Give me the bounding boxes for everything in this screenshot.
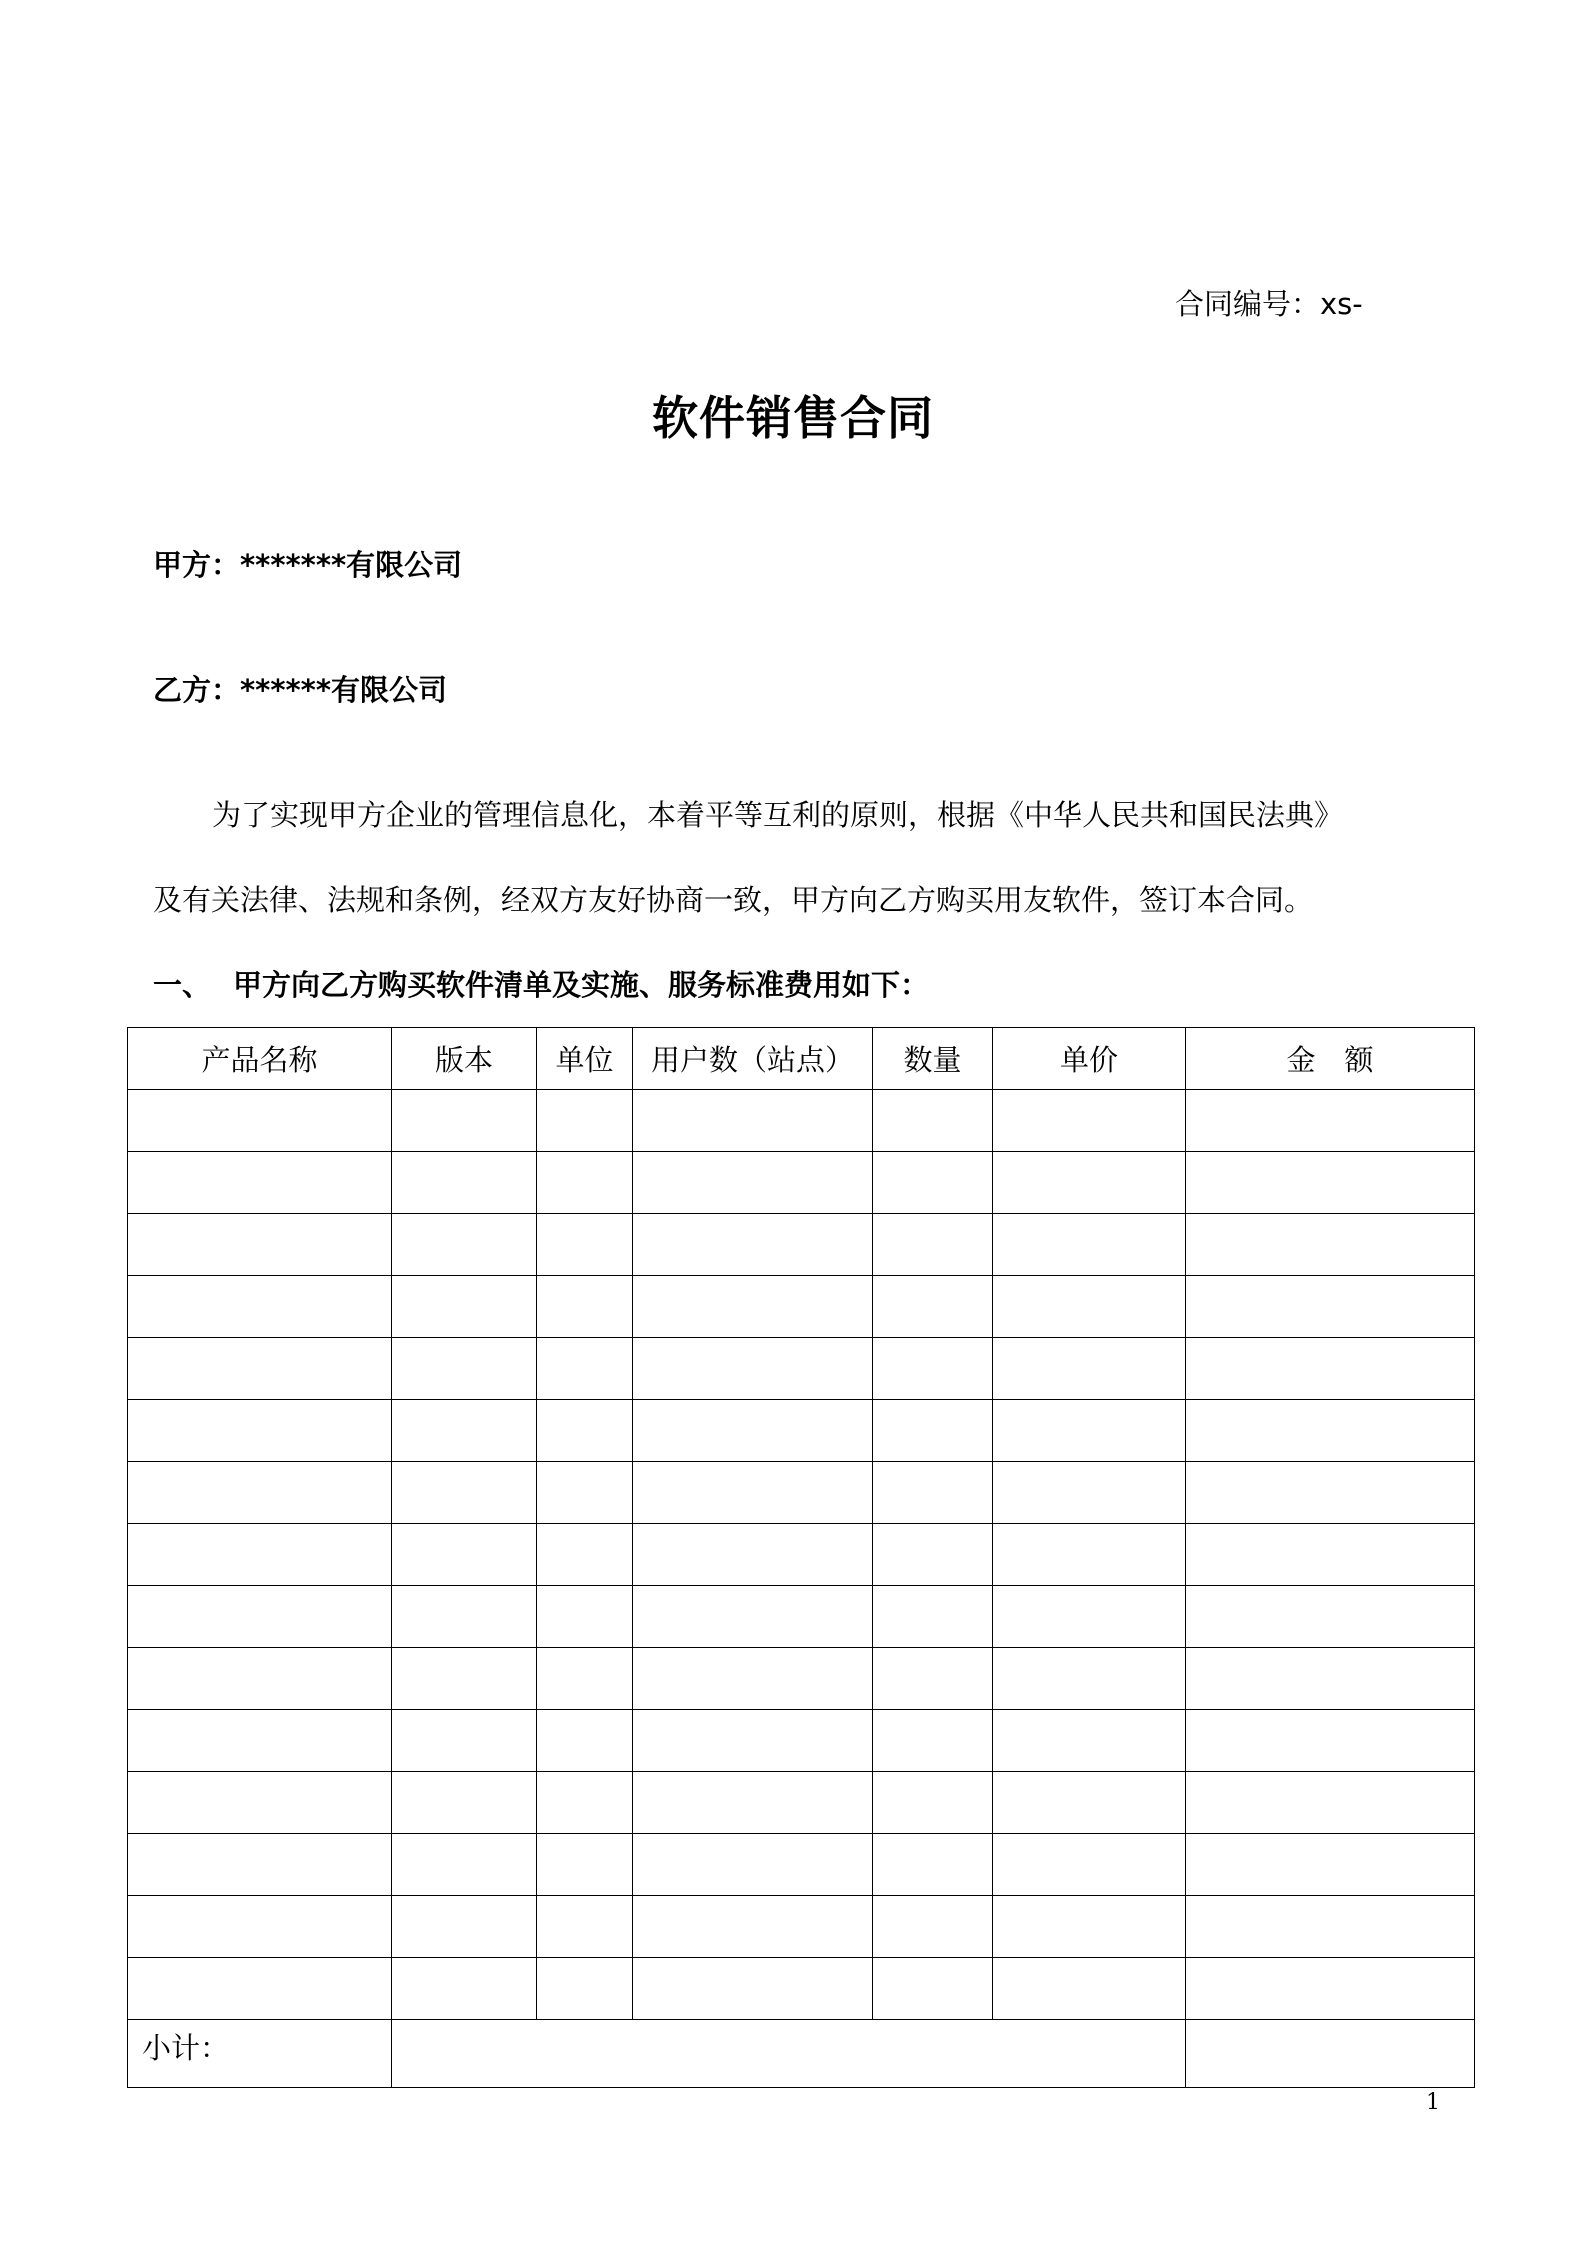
table-cell[interactable] [392, 1834, 537, 1896]
table-row [128, 1586, 1475, 1648]
table-cell[interactable] [993, 1214, 1186, 1276]
table-cell[interactable] [128, 1648, 392, 1710]
table-cell[interactable] [993, 1400, 1186, 1462]
subtotal-label: 小计： [128, 2020, 392, 2088]
table-cell[interactable] [993, 1586, 1186, 1648]
table-cell[interactable] [128, 1710, 392, 1772]
table-cell[interactable] [537, 1152, 633, 1214]
table-cell[interactable] [873, 1710, 993, 1772]
table-cell[interactable] [993, 1896, 1186, 1958]
section-number: 一、 [153, 968, 212, 1002]
table-cell[interactable] [128, 1896, 392, 1958]
table-cell[interactable] [993, 1276, 1186, 1338]
table-cell[interactable] [392, 1214, 537, 1276]
table-header-row [128, 1028, 1475, 1090]
section-title: 甲方向乙方购买软件清单及实施、服务标准费用如下： [233, 968, 930, 1002]
table-cell[interactable] [1186, 1524, 1475, 1586]
column-header: 金 额 [1186, 1028, 1475, 1090]
table-cell[interactable] [1186, 1400, 1475, 1462]
column-header: 产品名称 [128, 1028, 392, 1090]
table-cell[interactable] [633, 1462, 873, 1524]
table-cell[interactable] [1186, 1958, 1475, 2020]
column-header: 单位 [537, 1028, 633, 1090]
table-cell[interactable] [1186, 1586, 1475, 1648]
table-row [128, 1214, 1475, 1276]
table-cell[interactable] [993, 1772, 1186, 1834]
table-row [128, 1524, 1475, 1586]
intro-paragraph-line-2: 及有关法律、法规和条例，经双方友好协商一致，甲方向乙方购买用友软件，签订本合同。 [153, 883, 1314, 917]
table-cell[interactable] [537, 1710, 633, 1772]
table-cell[interactable] [392, 1586, 537, 1648]
table-cell[interactable] [633, 1710, 873, 1772]
table-cell[interactable] [537, 1276, 633, 1338]
table-cell[interactable] [633, 1772, 873, 1834]
table-row [128, 1834, 1475, 1896]
table-cell[interactable] [633, 1958, 873, 2020]
table-body [128, 1090, 1475, 2020]
table-cell[interactable] [537, 1524, 633, 1586]
table-cell[interactable] [633, 1648, 873, 1710]
table-cell[interactable] [1186, 1276, 1475, 1338]
table-cell[interactable] [537, 1834, 633, 1896]
table-cell[interactable] [537, 1400, 633, 1462]
table-row [128, 1958, 1475, 2020]
table-cell[interactable] [392, 1462, 537, 1524]
price-table [127, 1027, 1475, 2088]
table-cell[interactable] [392, 1772, 537, 1834]
table-cell[interactable] [633, 1524, 873, 1586]
table-row [128, 1276, 1475, 1338]
table-cell[interactable] [873, 1090, 993, 1152]
table-cell[interactable] [993, 1958, 1186, 2020]
table-cell[interactable] [1186, 1214, 1475, 1276]
table-cell[interactable] [633, 1090, 873, 1152]
table-row [128, 1400, 1475, 1462]
table-cell[interactable] [537, 1896, 633, 1958]
table-cell[interactable] [993, 1524, 1186, 1586]
table-cell[interactable] [633, 1338, 873, 1400]
table-cell[interactable] [392, 1276, 537, 1338]
table-cell[interactable] [873, 1648, 993, 1710]
table-cell[interactable] [537, 1586, 633, 1648]
column-header: 版本 [392, 1028, 537, 1090]
subtotal-amount-cell[interactable] [1186, 2020, 1475, 2088]
table-cell[interactable] [633, 1152, 873, 1214]
table-cell[interactable] [392, 1958, 537, 2020]
table-cell[interactable] [537, 1462, 633, 1524]
table-cell[interactable] [537, 1772, 633, 1834]
table-cell[interactable] [537, 1214, 633, 1276]
table-cell[interactable] [128, 1586, 392, 1648]
table-cell[interactable] [993, 1338, 1186, 1400]
table-cell[interactable] [873, 1586, 993, 1648]
table-cell[interactable] [392, 1896, 537, 1958]
table-cell[interactable] [1186, 1710, 1475, 1772]
table-cell[interactable] [392, 1338, 537, 1400]
table-cell[interactable] [873, 1338, 993, 1400]
column-header: 单价 [993, 1028, 1186, 1090]
table-cell[interactable] [128, 1524, 392, 1586]
table-cell[interactable] [128, 1276, 392, 1338]
table-cell[interactable] [633, 1896, 873, 1958]
table-cell[interactable] [1186, 1152, 1475, 1214]
table-cell[interactable] [537, 1648, 633, 1710]
table-cell[interactable] [633, 1400, 873, 1462]
table-row [128, 1462, 1475, 1524]
table-cell[interactable] [128, 1400, 392, 1462]
table-cell[interactable] [1186, 1834, 1475, 1896]
table-cell[interactable] [993, 1834, 1186, 1896]
table-cell[interactable] [1186, 1338, 1475, 1400]
table-cell[interactable] [128, 1090, 392, 1152]
table-cell[interactable] [392, 1400, 537, 1462]
table-cell[interactable] [128, 1152, 392, 1214]
table-cell[interactable] [537, 1958, 633, 2020]
table-cell[interactable] [633, 1214, 873, 1276]
table-cell[interactable] [1186, 1090, 1475, 1152]
document-title: 软件销售合同 [652, 391, 934, 445]
table-row [128, 1338, 1475, 1400]
column-header: 用户数（站点） [633, 1028, 873, 1090]
table-cell[interactable] [873, 1400, 993, 1462]
table-cell[interactable] [993, 1462, 1186, 1524]
table-cell[interactable] [633, 1586, 873, 1648]
table-cell[interactable] [633, 1276, 873, 1338]
table-cell[interactable] [128, 1834, 392, 1896]
table-cell[interactable] [1186, 1896, 1475, 1958]
subtotal-cell[interactable] [392, 2020, 1186, 2088]
table-cell[interactable] [1186, 1648, 1475, 1710]
table-cell[interactable] [873, 1152, 993, 1214]
party-b: 乙方：******有限公司 [153, 673, 447, 707]
table-cell[interactable] [392, 1524, 537, 1586]
column-header: 数量 [873, 1028, 993, 1090]
page-number: 1 [1426, 2090, 1440, 2115]
table-cell[interactable] [1186, 1772, 1475, 1834]
table-cell[interactable] [993, 1648, 1186, 1710]
table-cell[interactable] [873, 1772, 993, 1834]
table-cell[interactable] [873, 1896, 993, 1958]
table-cell[interactable] [993, 1090, 1186, 1152]
table-cell[interactable] [873, 1276, 993, 1338]
table-cell[interactable] [993, 1152, 1186, 1214]
table-row [128, 1772, 1475, 1834]
table-cell[interactable] [1186, 1462, 1475, 1524]
table-cell[interactable] [392, 1152, 537, 1214]
table-row [128, 1710, 1475, 1772]
table-cell[interactable] [873, 1214, 993, 1276]
table-cell[interactable] [392, 1710, 537, 1772]
section-heading [153, 963, 929, 1004]
table-cell[interactable] [633, 1834, 873, 1896]
contract-number: 合同编号：xs- [1175, 287, 1363, 321]
table-cell[interactable] [128, 1462, 392, 1524]
party-a: 甲方：*******有限公司 [153, 548, 463, 582]
intro-paragraph-line-1: 为了实现甲方企业的管理信息化，本着平等互利的原则，根据《中华人民共和国民法典》 [212, 798, 1344, 832]
table-cell[interactable] [873, 1462, 993, 1524]
subtotal-row [128, 2020, 1475, 2088]
table-cell[interactable] [128, 1338, 392, 1400]
table-cell[interactable] [537, 1090, 633, 1152]
table-cell[interactable] [128, 1958, 392, 2020]
table-cell[interactable] [128, 1214, 392, 1276]
table-cell[interactable] [128, 1772, 392, 1834]
table-cell[interactable] [873, 1958, 993, 2020]
table-row [128, 1896, 1475, 1958]
table-row [128, 1090, 1475, 1152]
table-cell[interactable] [392, 1648, 537, 1710]
table-row [128, 1648, 1475, 1710]
table-cell[interactable] [537, 1338, 633, 1400]
table-cell[interactable] [993, 1710, 1186, 1772]
table-cell[interactable] [392, 1090, 537, 1152]
table-row [128, 1152, 1475, 1214]
table-cell[interactable] [873, 1524, 993, 1586]
table-cell[interactable] [873, 1834, 993, 1896]
